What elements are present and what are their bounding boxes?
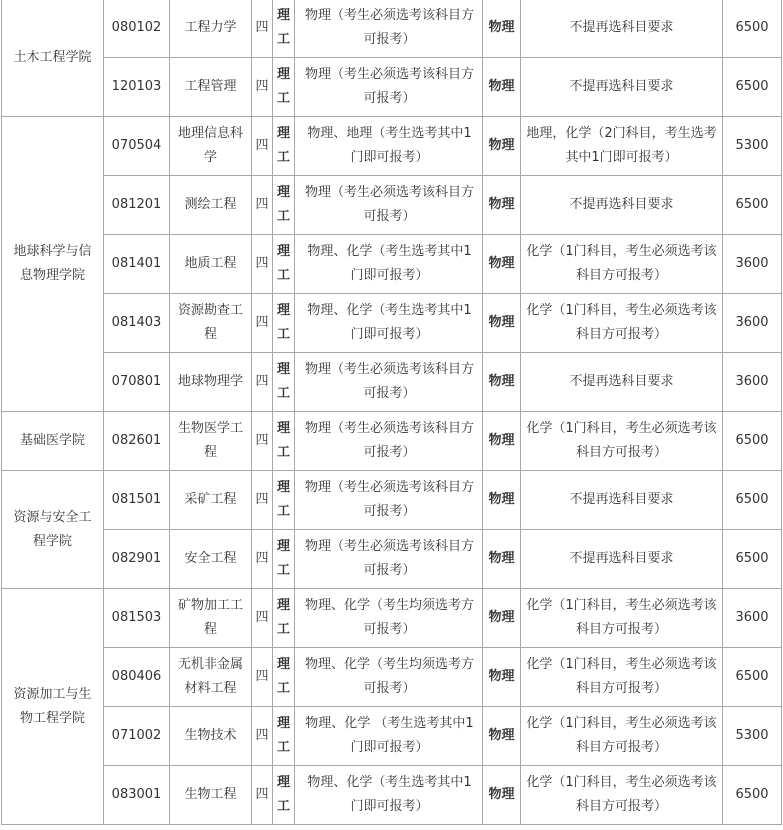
study-years: 四 bbox=[252, 117, 273, 176]
major-name: 采矿工程 bbox=[170, 471, 252, 530]
category: 理工 bbox=[273, 471, 295, 530]
table-row bbox=[2, 58, 782, 117]
primary-subject: 物理 bbox=[483, 58, 521, 117]
primary-subject: 物理 bbox=[483, 294, 521, 353]
major-code: 082901 bbox=[104, 530, 170, 589]
secondary-requirement: 地理，化学（2门科目，考生选考其中1门即可报考） bbox=[521, 117, 723, 176]
secondary-requirement: 化学（1门科目，考生必须选考该科目方可报考） bbox=[521, 589, 723, 648]
subject-requirement: 物理、化学（考生均须选考方可报考） bbox=[295, 589, 483, 648]
tuition-fee: 3600 bbox=[723, 294, 782, 353]
major-name: 安全工程 bbox=[170, 530, 252, 589]
primary-subject: 物理 bbox=[483, 471, 521, 530]
secondary-requirement: 不提再选科目要求 bbox=[521, 58, 723, 117]
tuition-fee: 6500 bbox=[723, 58, 782, 117]
category: 理工 bbox=[273, 176, 295, 235]
study-years: 四 bbox=[252, 412, 273, 471]
study-years: 四 bbox=[252, 589, 273, 648]
subject-requirement: 物理、化学 （考生选考其中1门即可报考） bbox=[295, 707, 483, 766]
major-code: 071002 bbox=[104, 707, 170, 766]
secondary-requirement: 不提再选科目要求 bbox=[521, 0, 723, 58]
major-code: 120103 bbox=[104, 58, 170, 117]
major-code: 080102 bbox=[104, 0, 170, 58]
secondary-requirement: 化学（1门科目，考生必须选考该科目方可报考） bbox=[521, 412, 723, 471]
secondary-requirement: 不提再选科目要求 bbox=[521, 176, 723, 235]
table-row bbox=[2, 176, 782, 235]
major-code: 081503 bbox=[104, 589, 170, 648]
major-code: 070801 bbox=[104, 353, 170, 412]
primary-subject: 物理 bbox=[483, 117, 521, 176]
primary-subject: 物理 bbox=[483, 766, 521, 825]
primary-subject: 物理 bbox=[483, 589, 521, 648]
subject-requirement: 物理（考生必须选考该科目方可报考） bbox=[295, 353, 483, 412]
table-row bbox=[2, 0, 782, 58]
tuition-fee: 3600 bbox=[723, 353, 782, 412]
category: 理工 bbox=[273, 235, 295, 294]
major-name: 资源勘查工程 bbox=[170, 294, 252, 353]
study-years: 四 bbox=[252, 471, 273, 530]
major-code: 081501 bbox=[104, 471, 170, 530]
table-row bbox=[2, 530, 782, 589]
table-row bbox=[2, 648, 782, 707]
table-row bbox=[2, 353, 782, 412]
secondary-requirement: 化学（1门科目，考生必须选考该科目方可报考） bbox=[521, 235, 723, 294]
category: 理工 bbox=[273, 648, 295, 707]
study-years: 四 bbox=[252, 766, 273, 825]
major-code: 080406 bbox=[104, 648, 170, 707]
table-row bbox=[2, 589, 782, 648]
primary-subject: 物理 bbox=[483, 530, 521, 589]
tuition-fee: 6500 bbox=[723, 530, 782, 589]
secondary-requirement: 化学（1门科目，考生必须选考该科目方可报考） bbox=[521, 294, 723, 353]
primary-subject: 物理 bbox=[483, 707, 521, 766]
category: 理工 bbox=[273, 412, 295, 471]
major-code: 082601 bbox=[104, 412, 170, 471]
major-code: 081201 bbox=[104, 176, 170, 235]
primary-subject: 物理 bbox=[483, 353, 521, 412]
category: 理工 bbox=[273, 58, 295, 117]
table-row bbox=[2, 235, 782, 294]
subject-requirement: 物理、地理（考生选考其中1门即可报考） bbox=[295, 117, 483, 176]
subject-requirement: 物理、化学（考生选考其中1门即可报考） bbox=[295, 766, 483, 825]
table-row bbox=[2, 707, 782, 766]
primary-subject: 物理 bbox=[483, 176, 521, 235]
tuition-fee: 6500 bbox=[723, 766, 782, 825]
primary-subject: 物理 bbox=[483, 235, 521, 294]
table-row bbox=[2, 412, 782, 471]
subject-requirement: 物理、化学（考生均须选考方可报考） bbox=[295, 648, 483, 707]
study-years: 四 bbox=[252, 176, 273, 235]
secondary-requirement: 不提再选科目要求 bbox=[521, 353, 723, 412]
admissions-table bbox=[1, 0, 782, 825]
study-years: 四 bbox=[252, 235, 273, 294]
category: 理工 bbox=[273, 530, 295, 589]
study-years: 四 bbox=[252, 294, 273, 353]
college-cell: 资源与安全工程学院 bbox=[2, 471, 104, 589]
tuition-fee: 3600 bbox=[723, 589, 782, 648]
tuition-fee: 6500 bbox=[723, 176, 782, 235]
category: 理工 bbox=[273, 117, 295, 176]
secondary-requirement: 不提再选科目要求 bbox=[521, 530, 723, 589]
major-name: 工程管理 bbox=[170, 58, 252, 117]
secondary-requirement: 化学（1门科目，考生必须选考该科目方可报考） bbox=[521, 766, 723, 825]
college-cell: 土木工程学院 bbox=[2, 0, 104, 117]
tuition-fee: 6500 bbox=[723, 412, 782, 471]
major-name: 无机非金属材料工程 bbox=[170, 648, 252, 707]
tuition-fee: 6500 bbox=[723, 471, 782, 530]
tuition-fee: 6500 bbox=[723, 648, 782, 707]
tuition-fee: 5300 bbox=[723, 117, 782, 176]
table-row bbox=[2, 471, 782, 530]
category: 理工 bbox=[273, 707, 295, 766]
subject-requirement: 物理（考生必须选考该科目方可报考） bbox=[295, 530, 483, 589]
study-years: 四 bbox=[252, 648, 273, 707]
subject-requirement: 物理、化学（考生选考其中1门即可报考） bbox=[295, 294, 483, 353]
table-row bbox=[2, 294, 782, 353]
secondary-requirement: 不提再选科目要求 bbox=[521, 471, 723, 530]
study-years: 四 bbox=[252, 707, 273, 766]
table-row bbox=[2, 766, 782, 825]
subject-requirement: 物理（考生必须选考该科目方可报考） bbox=[295, 176, 483, 235]
major-name: 地质工程 bbox=[170, 235, 252, 294]
major-name: 测绘工程 bbox=[170, 176, 252, 235]
subject-requirement: 物理（考生必须选考该科目方可报考） bbox=[295, 58, 483, 117]
primary-subject: 物理 bbox=[483, 0, 521, 58]
subject-requirement: 物理（考生必须选考该科目方可报考） bbox=[295, 0, 483, 58]
category: 理工 bbox=[273, 353, 295, 412]
major-name: 生物医学工程 bbox=[170, 412, 252, 471]
major-name: 地理信息科学 bbox=[170, 117, 252, 176]
category: 理工 bbox=[273, 0, 295, 58]
tuition-fee: 6500 bbox=[723, 0, 782, 58]
major-code: 081403 bbox=[104, 294, 170, 353]
major-name: 生物工程 bbox=[170, 766, 252, 825]
subject-requirement: 物理、化学（考生选考其中1门即可报考） bbox=[295, 235, 483, 294]
secondary-requirement: 化学（1门科目，考生必须选考该科目方可报考） bbox=[521, 648, 723, 707]
subject-requirement: 物理（考生必须选考该科目方可报考） bbox=[295, 412, 483, 471]
college-cell: 地球科学与信息物理学院 bbox=[2, 117, 104, 412]
subject-requirement: 物理（考生必须选考该科目方可报考） bbox=[295, 471, 483, 530]
category: 理工 bbox=[273, 766, 295, 825]
college-cell: 基础医学院 bbox=[2, 412, 104, 471]
category: 理工 bbox=[273, 589, 295, 648]
major-name: 工程力学 bbox=[170, 0, 252, 58]
major-name: 地球物理学 bbox=[170, 353, 252, 412]
major-code: 070504 bbox=[104, 117, 170, 176]
category: 理工 bbox=[273, 294, 295, 353]
primary-subject: 物理 bbox=[483, 412, 521, 471]
major-code: 081401 bbox=[104, 235, 170, 294]
study-years: 四 bbox=[252, 58, 273, 117]
study-years: 四 bbox=[252, 353, 273, 412]
major-code: 083001 bbox=[104, 766, 170, 825]
primary-subject: 物理 bbox=[483, 648, 521, 707]
major-name: 矿物加工工程 bbox=[170, 589, 252, 648]
tuition-fee: 3600 bbox=[723, 235, 782, 294]
study-years: 四 bbox=[252, 0, 273, 58]
tuition-fee: 5300 bbox=[723, 707, 782, 766]
table-row bbox=[2, 117, 782, 176]
secondary-requirement: 化学（1门科目，考生必须选考该科目方可报考） bbox=[521, 707, 723, 766]
study-years: 四 bbox=[252, 530, 273, 589]
major-name: 生物技术 bbox=[170, 707, 252, 766]
college-cell: 资源加工与生物工程学院 bbox=[2, 589, 104, 825]
